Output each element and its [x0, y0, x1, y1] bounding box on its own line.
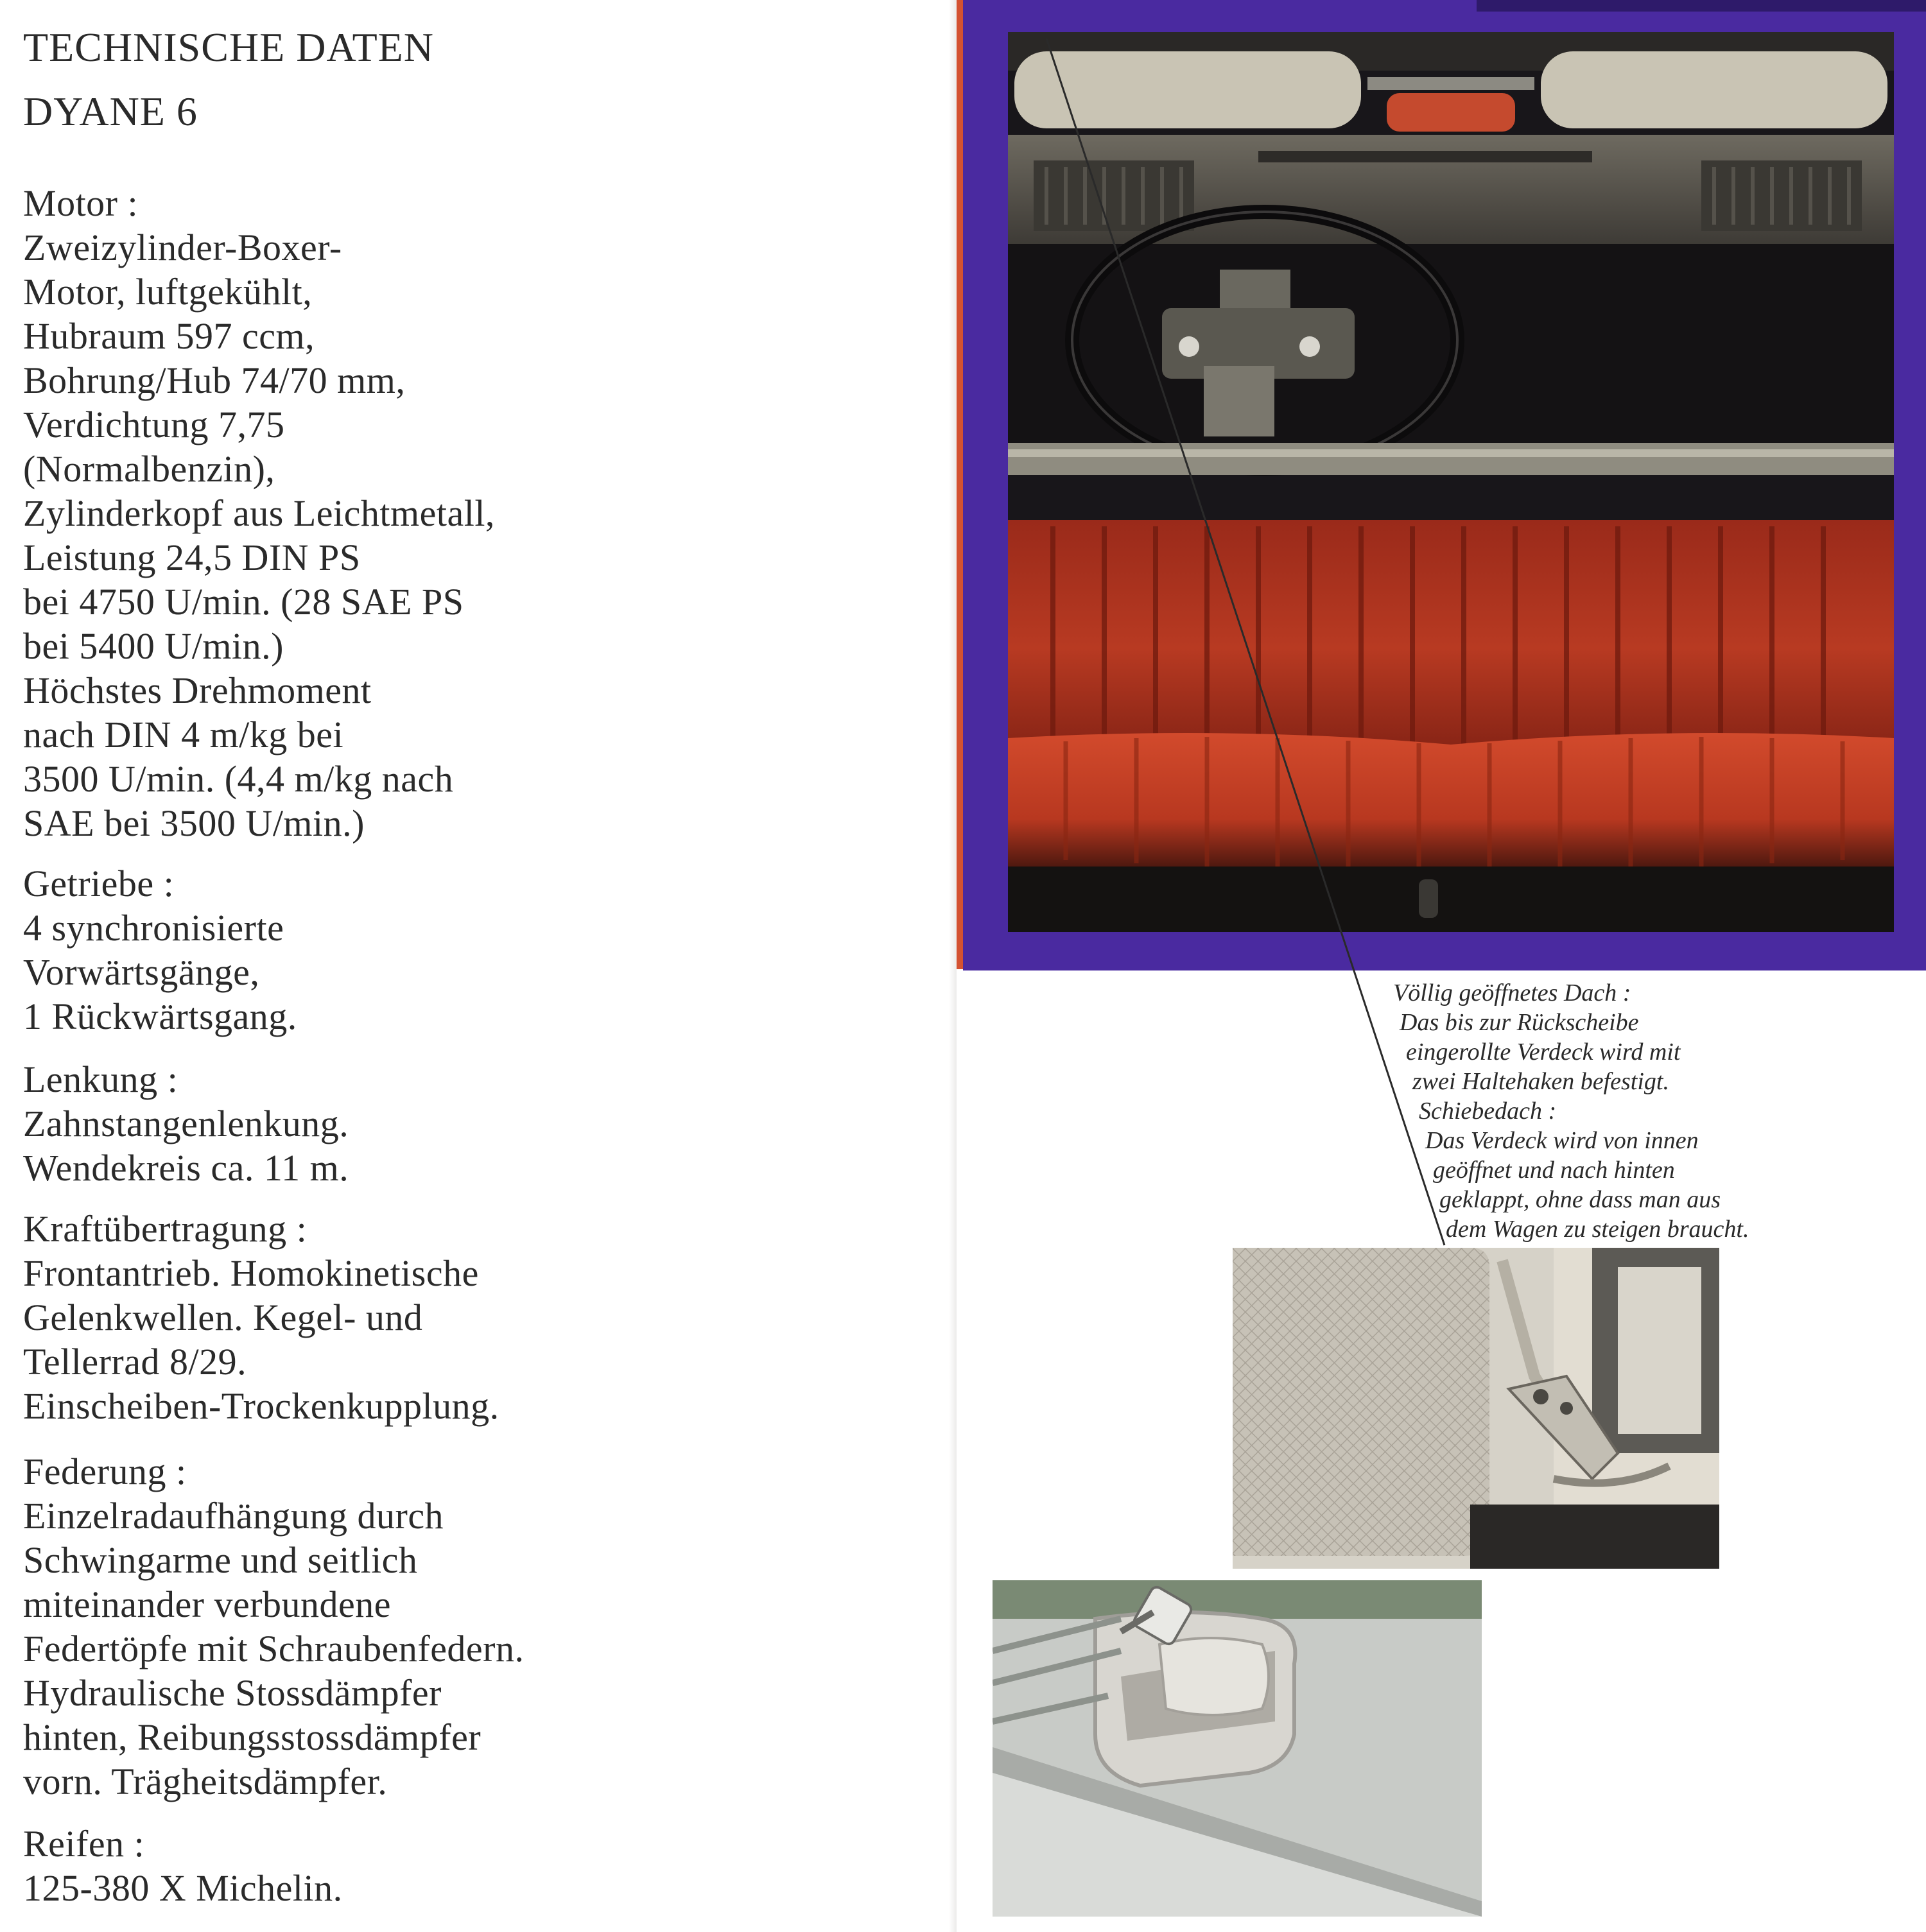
spec-line: nach DIN 4 m/kg bei [23, 714, 344, 755]
spec-section-reifen [23, 1822, 935, 1910]
spec-line: Frontantrieb. Homokinetische [23, 1252, 479, 1294]
spec-line: Vorwärtsgänge, [23, 951, 260, 993]
page-title: TECHNISCHE DATEN [23, 24, 434, 70]
left-page [0, 0, 949, 1932]
spec-line: Höchstes Drehmoment [23, 669, 372, 711]
page-spine-red-edge [957, 0, 963, 969]
spec-section-lenkung [23, 1057, 935, 1190]
spec-heading: Getriebe : [23, 863, 175, 904]
spec-line: Hubraum 597 ccm, [23, 315, 315, 357]
spec-line: Schwingarme und seitlich [23, 1539, 418, 1581]
spec-line: Hydraulische Stossdämpfer [23, 1672, 442, 1714]
spec-line: hinten, Reibungsstossdämpfer [23, 1716, 482, 1758]
spec-line: Leistung 24,5 DIN PS [23, 537, 361, 578]
spec-line: Einscheiben-Trockenkupplung. [23, 1385, 499, 1427]
spec-line: SAE bei 3500 U/min.) [23, 802, 365, 844]
spec-line: 3500 U/min. (4,4 m/kg nach [23, 758, 454, 800]
spec-line: Tellerrad 8/29. [23, 1341, 247, 1383]
spec-line: miteinander verbundene [23, 1583, 392, 1625]
photo-caption [957, 0, 1926, 1252]
spec-line: Zylinderkopf aus Leichtmetall, [23, 492, 495, 534]
caption-line: geklappt, ohne dass man aus [1439, 1186, 1721, 1213]
spec-heading: Federung : [23, 1451, 187, 1492]
roof-hook-illustration [1233, 1248, 1719, 1569]
spec-line: 125-380 X Michelin. [23, 1867, 343, 1909]
caption-line: geöffnet und nach hinten [1433, 1157, 1675, 1184]
model-subtitle: DYANE 6 [23, 89, 198, 134]
spec-section-kraftuebertragung [23, 1207, 935, 1428]
spec-line: Wendekreis ca. 11 m. [23, 1147, 349, 1189]
caption-line: eingerollte Verdeck wird mit [1406, 1039, 1681, 1065]
rolled-roof-illustration [993, 1580, 1482, 1917]
rolled-roof-photo [993, 1580, 1482, 1917]
spec-line: vorn. Trägheitsdämpfer. [23, 1761, 388, 1802]
spec-line: Zweizylinder-Boxer- [23, 227, 342, 268]
roof-hook-photo [1233, 1248, 1719, 1569]
spec-heading: Lenkung : [23, 1058, 178, 1100]
spec-line: bei 5400 U/min.) [23, 625, 284, 667]
caption-line: Schiebedach : [1419, 1098, 1557, 1125]
caption-line: Das Verdeck wird von innen [1425, 1127, 1699, 1154]
caption-line: Völlig geöffnetes Dach : [1393, 979, 1631, 1006]
spec-section-federung [23, 1449, 935, 1804]
caption-line: zwei Haltehaken befestigt. [1412, 1068, 1669, 1095]
spec-line: (Normalbenzin), [23, 448, 275, 490]
spec-section-motor [23, 181, 935, 845]
spec-line: Gelenkwellen. Kegel- und [23, 1297, 423, 1338]
spec-line: Verdichtung 7,75 [23, 404, 285, 445]
spec-line: Zahnstangenlenkung. [23, 1103, 349, 1144]
right-page [957, 0, 1926, 1932]
spec-section-getriebe [23, 861, 935, 1039]
spec-line: Einzelradaufhängung durch [23, 1495, 444, 1537]
caption-line: Das bis zur Rückscheibe [1400, 1009, 1639, 1036]
spec-line: 4 synchronisierte [23, 907, 284, 949]
page-spine-shadow [949, 0, 957, 1932]
spec-line: Motor, luftgekühlt, [23, 271, 313, 313]
spec-line: Bohrung/Hub 74/70 mm, [23, 359, 406, 401]
spec-heading: Reifen : [23, 1823, 145, 1865]
spec-heading: Kraftübertragung : [23, 1208, 308, 1250]
spec-heading: Motor : [23, 182, 139, 224]
spec-line: bei 4750 U/min. (28 SAE PS [23, 581, 464, 623]
caption-line: dem Wagen zu steigen braucht. [1446, 1216, 1749, 1243]
spec-line: 1 Rückwärtsgang. [23, 996, 297, 1037]
spec-line: Federtöpfe mit Schraubenfedern. [23, 1628, 525, 1669]
